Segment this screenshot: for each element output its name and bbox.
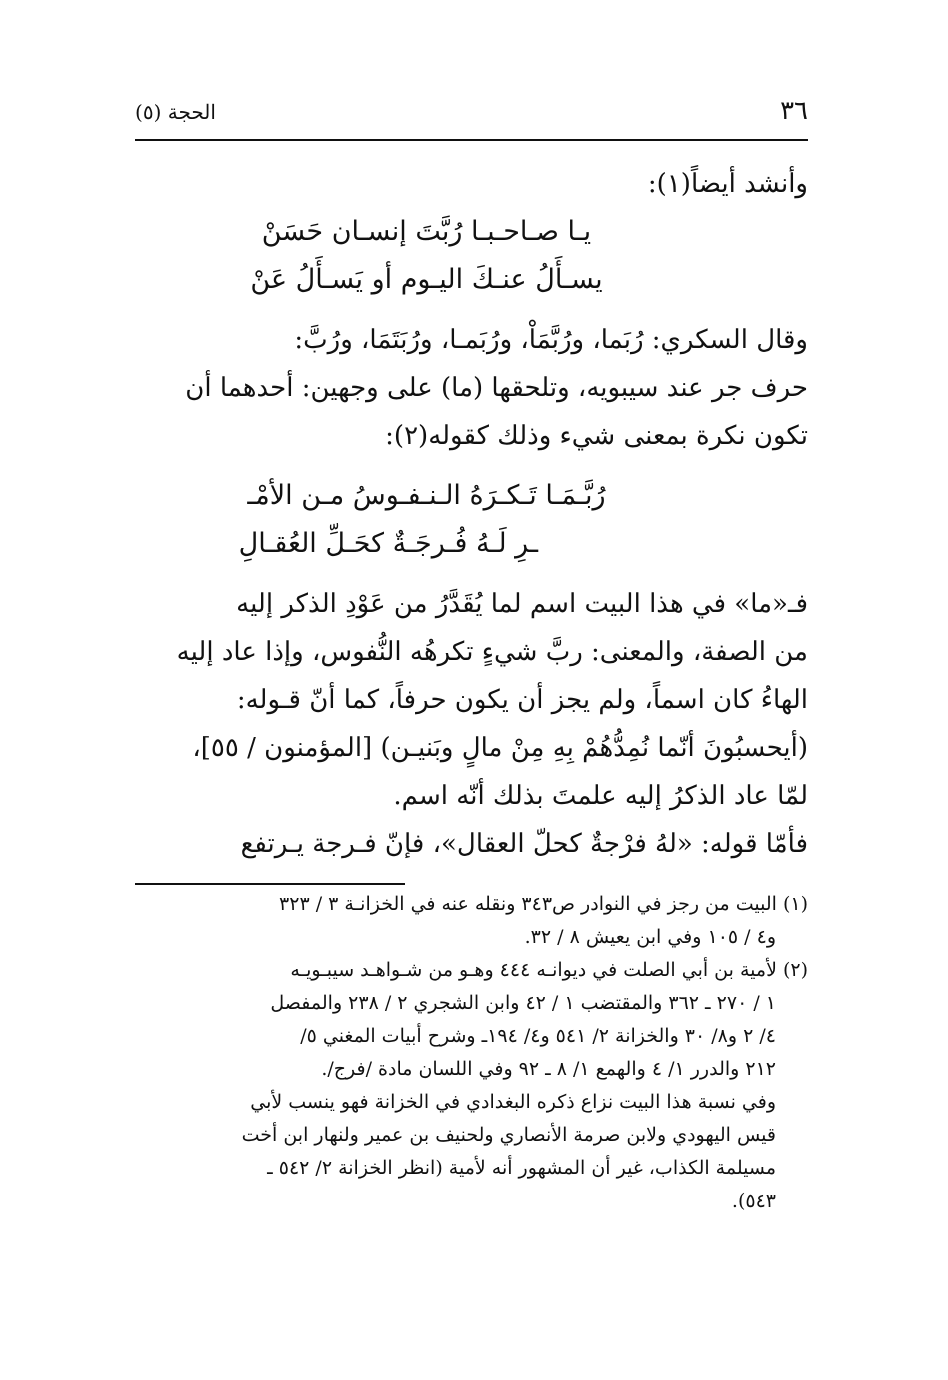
paragraph-3-line-1: فأمّا قوله: «لهُ فرْجةٌ كحلّ العقال»، فإنّ فـرجة يـرتفع [240, 829, 808, 859]
footnote-2-note-line-2: قيس اليهودي ولابن صرمة الأنصاري ولحنيف بن عمير ولنهار ابن أخت [241, 1124, 776, 1146]
footnote-2-note-line-1: وفي نسبة هذا البيت نزاع ذكره البغدادي في الخزانة فهو ينسب لأبي [250, 1091, 776, 1113]
footnote-2-note-line-4: ٥٤٣). [731, 1190, 776, 1212]
paragraph-2-line-3: الهاءُ كان اسماً، ولم يجز أن يكون حرفاً، كما أنّ قـوله: [236, 685, 808, 715]
paragraph-2-line-4: (أيحسبُونَ أنّما نُمِدُّهُمْ بِهِ مِنْ مالٍ وبَنيـن) [المؤمنون / ٥٥]، [192, 733, 808, 763]
running-title: الحجة (٥) [135, 100, 216, 124]
paragraph-2-line-2: من الصفة، والمعنى: ربَّ شيءٍ تكرهُه النُّفوس، وإذا عاد إليه [176, 637, 808, 667]
paragraph-1-line-2: حرف جر عند سيبويه، وتلحقها (ما) على وجهين: أحدهما أن [185, 373, 808, 403]
footnote-2-line-1: (٢) لأمية بن أبي الصلت في ديوانـه ٤٤٤ وهـو من شـواهـد سيبـويـه [290, 959, 808, 981]
verse-1-hemistich-1: يـا صـاحـبـا رُبَّتَ إنسـان حَسَنْ [261, 216, 592, 247]
header-rule [135, 139, 808, 141]
footnote-2-note-line-3: مسيلمة الكذاب، غير أن المشهور أنه لأمية (انظر الخزانة ٢/ ٥٤٢ ـ [267, 1157, 776, 1179]
footnote-2-line-3: ٤/ ٢ و٨/ ٣٠ والخزانة ٢/ ٥٤١ و٤/ ١٩٤ـ وشرح أبيات المغني ٥/ [300, 1025, 776, 1047]
paragraph-2-line-5: لمّا عاد الذكرُ إليه علمتَ بذلك أنّه اسم. [393, 781, 808, 811]
verse-2-hemistich-1: رُبَّـمَـا تَـكـرَهُ الـنـفـوسُ مـن الأمْـ [247, 480, 606, 511]
footnote-2-line-4: ٢١٢ والدرر ١/ ٤ والهمع ١/ ٨ ـ ٩٢ وفي اللسان مادة /فرج/. [321, 1058, 776, 1080]
paragraph-1-line-3: تكون نكرة بمعنى شيء وذلك كقوله(٢): [385, 421, 808, 451]
verse-2-hemistich-2: ـرِ لَـهُ فُـرجَـةٌ كحَـلِّ العُقـالِ [238, 528, 538, 559]
footnote-1-line-1: (١) البيت من رجز في النوادر ص٣٤٣ ونقله عنه في الخزانـة ٣ / ٣٢٣ [279, 893, 808, 915]
intro-line: وأنشد أيضاً(١): [647, 169, 808, 199]
spacer [135, 460, 808, 472]
spacer [135, 304, 808, 316]
verse-1-hemistich-2: يسـأَلُ عنـكَ اليـوم أو يَسـأَلُ عَنْ [250, 264, 603, 295]
footnote-rule [135, 883, 405, 885]
page-number: ٣٦ [780, 96, 808, 126]
footnote-1-line-2: و٤ / ١٠٥ وفي ابن يعيش ٨ / ٣٢. [524, 926, 776, 948]
main-text [135, 160, 808, 868]
footnotes [135, 888, 808, 1218]
footnote-2-line-2: ١ / ٢٧٠ ـ ٣٦٢ والمقتضب ١ / ٤٢ وابن الشجري ٢ / ٢٣٨ والمفصل [270, 992, 776, 1014]
paragraph-1-line-1: وقال السكري: رُبَما، ورُبَّمَاْ، ورُبَمـا، ورُبَتَمَا، ورُبَّ: [294, 325, 808, 355]
page-header [135, 96, 808, 140]
spacer [135, 568, 808, 580]
paragraph-2-line-1: فـ«ما» في هذا البيت اسم لما يُقَدَّرُ من عَوْدِ الذكر إليه [236, 589, 808, 619]
